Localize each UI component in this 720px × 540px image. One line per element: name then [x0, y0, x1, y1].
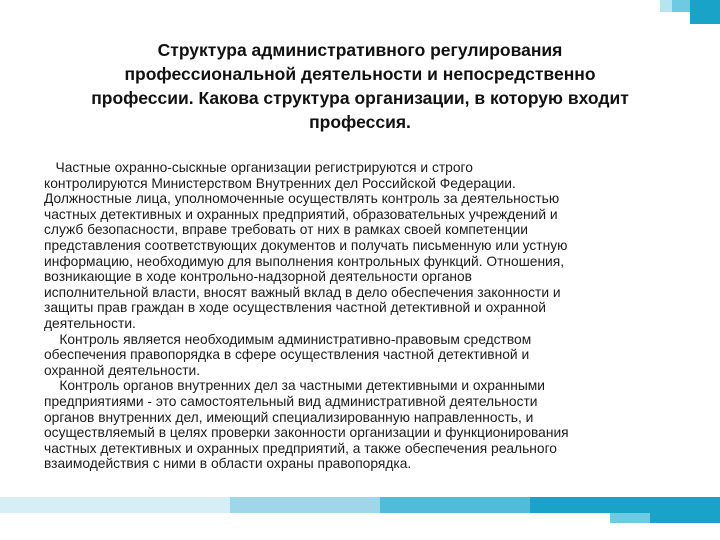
title-line: профессиональной деятельности и непосредственно	[124, 64, 596, 84]
body-line: Контроль органов внутренних дел за частными детективными и охранными	[44, 378, 545, 394]
body-line: исполнительной власти, вносят важный вклад в дело обеспечения законности и	[44, 284, 561, 300]
body-line: контролируются Министерством Внутренних дел Российской Федерации.	[44, 175, 516, 191]
title-line: профессия.	[309, 112, 411, 132]
body-line: частных детективных и охранных предприятий, а также обеспечения реального	[44, 440, 557, 456]
body-line: защиты прав граждан в ходе осуществления частной детективной и охранной	[44, 300, 546, 316]
corner-decoration-dark	[690, 0, 720, 24]
footer-bar-segment-lightest	[0, 497, 230, 513]
body-line: обеспечения правопорядка в сфере осуществления частной детективной и	[44, 347, 530, 363]
body-line: Контроль является необходимым административно-правовым средством	[44, 331, 532, 347]
body-line: представления соответствующих документов и получать письменную или устную	[44, 237, 568, 253]
body-line: частных детективных и охранных предприятий, образовательных учреждений и	[44, 206, 558, 222]
body-line: деятельности.	[44, 315, 136, 331]
corner-decoration-light	[660, 0, 672, 12]
body-line: Должностные лица, уполномоченные осуществлять контроль за деятельностью	[44, 191, 560, 207]
body-line: информацию, необходимую для выполнения контрольных функций. Отношения,	[44, 253, 565, 269]
footer-accent-light	[610, 513, 650, 523]
slide-body-text	[44, 160, 664, 472]
title-line: профессии. Какова структура организации, в которую входит	[91, 88, 629, 108]
body-line: служб безопасности, вправе требовать от них в рамках своей компетенции	[44, 222, 528, 238]
body-line: предприятиями - это самостоятельный вид административной деятельности	[44, 393, 538, 409]
slide-title	[30, 38, 690, 134]
footer-accent-dark	[650, 513, 720, 523]
body-line: возникающие в ходе контрольно-надзорной деятельности органов	[44, 269, 472, 285]
corner-decoration-mid	[672, 0, 690, 12]
title-line: Структура административного регулирования	[157, 40, 563, 60]
footer-bar-segment-dark	[530, 497, 720, 513]
body-line: Частные охранно-сыскные организации регистрируются и строго	[44, 160, 473, 175]
body-line: взаимодействия с ними в области охраны правопорядка.	[44, 456, 412, 472]
body-line: органов внутренних дел, имеющий специализированную направленность, и	[44, 409, 534, 425]
footer-bar-segment-light	[230, 497, 380, 513]
footer-bar-segment-mid	[380, 497, 530, 513]
body-line: охранной деятельности.	[44, 362, 201, 378]
body-line: осуществляемый в целях проверки законности организации и функционирования	[44, 425, 569, 441]
